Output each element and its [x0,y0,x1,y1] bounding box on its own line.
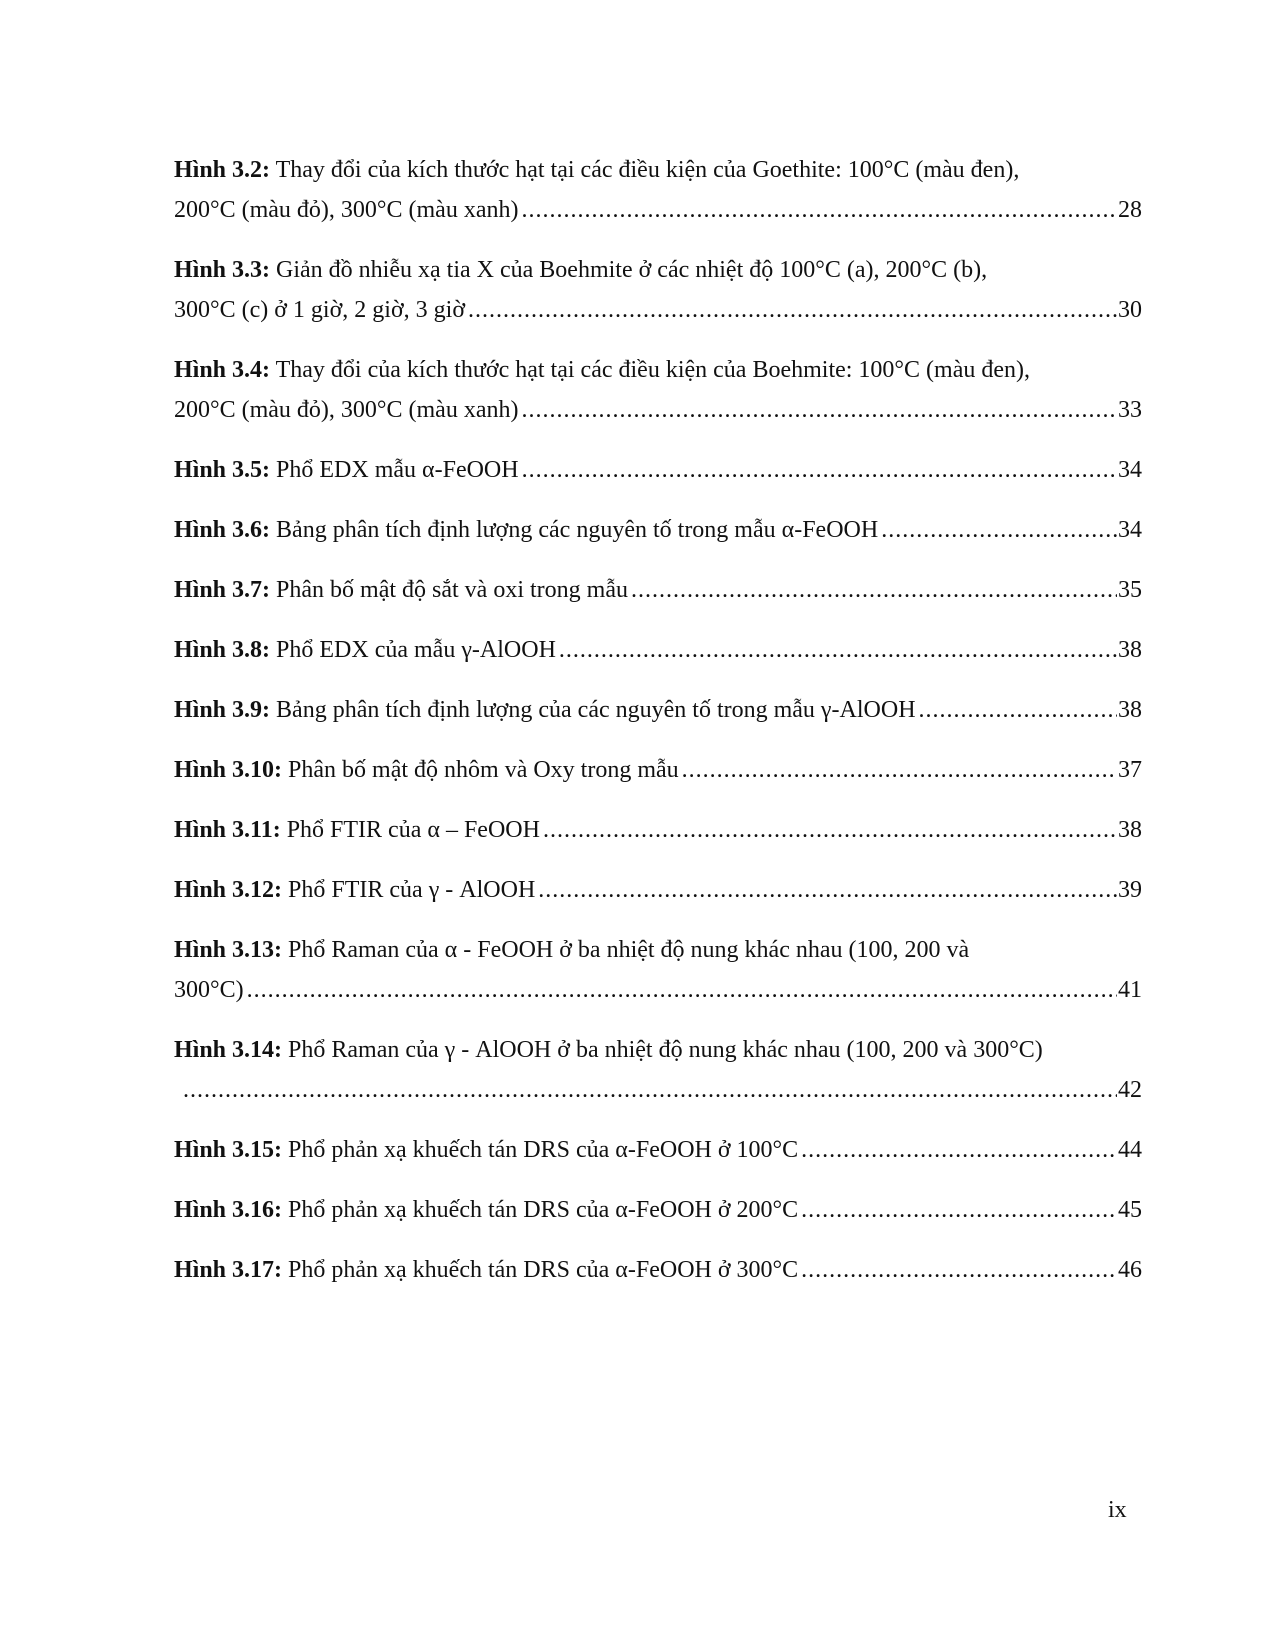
figure-label: Hình 3.6: [174,517,271,543]
page-ref: 39 [1118,877,1142,903]
figure-label: Hình 3.5: [174,457,271,483]
figure-label: Hình 3.16: [174,1197,283,1223]
entry-line [174,810,1142,850]
figure-label: Hình 3.9: [174,697,271,723]
figure-label: Hình 3.4: [174,357,271,383]
entry-line [174,690,1142,730]
page-ref: 38 [1118,637,1142,663]
entry-caption: Phổ phản xạ khuếch tán DRS của α-FeOOH ở 100°C [288,1137,799,1163]
page-ref: 45 [1118,1197,1142,1223]
entry-last-line [174,190,1142,230]
toc-entry[interactable] [174,930,1142,1010]
dot-leader [801,1130,1117,1170]
dot-leader [919,690,1117,730]
figure-label: Hình 3.17: [174,1257,283,1283]
toc-entry[interactable] [174,690,1142,730]
entry-first-line [174,350,1142,390]
entry-line [174,750,1142,790]
entry-caption-line1: Phổ Raman của α - FeOOH ở ba nhiệt độ nung khác nhau (100, 200 và [288,937,970,963]
entry-caption: 200°C (màu đỏ), 300°C (màu xanh) [174,397,519,423]
entry-caption: Phổ phản xạ khuếch tán DRS của α-FeOOH ở 300°C [288,1257,799,1283]
entry-line [174,630,1142,670]
figure-label: Hình 3.11: [174,817,281,843]
entry-line [174,1250,1142,1290]
entry-caption-line1: Thay đổi của kích thước hạt tại các điều kiện của Boehmite: 100°C (màu đen), [275,357,1030,383]
toc-entry[interactable] [174,810,1142,850]
dot-leader [538,870,1117,910]
entry-caption: Phổ EDX mẫu α-FeOOH [276,457,519,483]
entry-caption: 300°C) [174,977,244,1003]
entry-caption: Bảng phân tích định lượng của các nguyên tố trong mẫu γ-AlOOH [276,697,916,723]
figure-label: Hình 3.14: [174,1037,283,1063]
entry-first-line [174,930,1142,970]
page-ref: 30 [1118,297,1142,323]
dot-leader [631,570,1117,610]
dot-leader [801,1190,1117,1230]
toc-entry[interactable] [174,510,1142,550]
entry-first-line [174,1030,1142,1070]
figure-label: Hình 3.10: [174,757,283,783]
page-ref: 37 [1118,757,1142,783]
dot-leader [881,510,1117,550]
page-ref: 42 [1118,1077,1142,1103]
dot-leader [682,750,1117,790]
entry-caption: 300°C (c) ở 1 giờ, 2 giờ, 3 giờ [174,297,466,323]
dot-leader [247,970,1117,1010]
dot-leader [183,1070,1117,1110]
entry-caption-line1: Giản đồ nhiễu xạ tia X của Boehmite ở các nhiệt độ 100°C (a), 200°C (b), [276,257,988,283]
entry-caption: Bảng phân tích định lượng các nguyên tố trong mẫu α-FeOOH [276,517,879,543]
toc-entry[interactable] [174,1130,1142,1170]
figure-label: Hình 3.2: [174,157,271,183]
entry-last-line [174,1070,1142,1110]
page-ref: 34 [1118,457,1142,483]
entry-line [174,570,1142,610]
figure-label: Hình 3.15: [174,1137,283,1163]
page-ref: 41 [1118,977,1142,1003]
toc-entry[interactable] [174,350,1142,430]
dot-leader [468,290,1117,330]
entry-line [174,450,1142,490]
entry-caption: Phổ FTIR của α – FeOOH [286,817,540,843]
entry-line [174,1130,1142,1170]
entry-caption-line1: Phổ Raman của γ - AlOOH ở ba nhiệt độ nung khác nhau (100, 200 và 300°C) [288,1037,1043,1063]
figure-label: Hình 3.8: [174,637,271,663]
list-of-figures [174,150,1142,1310]
entry-last-line [174,390,1142,430]
entry-caption: Phổ FTIR của γ - AlOOH [288,877,536,903]
dot-leader [801,1250,1117,1290]
page-ref: 35 [1118,577,1142,603]
entry-last-line [174,290,1142,330]
entry-last-line [174,970,1142,1010]
entry-caption: Phổ phản xạ khuếch tán DRS của α-FeOOH ở 200°C [288,1197,799,1223]
entry-line [174,510,1142,550]
page-ref: 46 [1118,1257,1142,1283]
toc-entry[interactable] [174,150,1142,230]
toc-entry[interactable] [174,250,1142,330]
toc-entry[interactable] [174,870,1142,910]
toc-entry[interactable] [174,1250,1142,1290]
toc-entry[interactable] [174,1030,1142,1110]
figure-label: Hình 3.12: [174,877,283,903]
dot-leader [543,810,1117,850]
figure-label: Hình 3.7: [174,577,271,603]
toc-entry[interactable] [174,750,1142,790]
entry-caption: Phân bố mật độ sắt và oxi trong mẫu [276,577,628,603]
entry-caption: Phổ EDX của mẫu γ-AlOOH [276,637,556,663]
entry-first-line [174,250,1142,290]
page-ref: 38 [1118,817,1142,843]
entry-line [174,1190,1142,1230]
entry-line [174,870,1142,910]
page-ref: 44 [1118,1137,1142,1163]
dot-leader [521,190,1117,230]
toc-entry[interactable] [174,570,1142,610]
dot-leader [521,390,1117,430]
figure-label: Hình 3.13: [174,937,283,963]
toc-entry[interactable] [174,1190,1142,1230]
page-ref: 34 [1118,517,1142,543]
dot-leader [522,450,1117,490]
page-ref: 38 [1118,697,1142,723]
page-ref: 28 [1118,197,1142,223]
dot-leader [559,630,1117,670]
entry-caption: Phân bố mật độ nhôm và Oxy trong mẫu [288,757,679,783]
page-ref: 33 [1118,397,1142,423]
entry-caption: 200°C (màu đỏ), 300°C (màu xanh) [174,197,519,223]
page-number: ix [1108,1497,1127,1523]
figure-label: Hình 3.3: [174,257,271,283]
toc-entry[interactable] [174,450,1142,490]
entry-first-line [174,150,1142,190]
toc-entry[interactable] [174,630,1142,670]
entry-caption-line1: Thay đổi của kích thước hạt tại các điều kiện của Goethite: 100°C (màu đen), [275,157,1020,183]
